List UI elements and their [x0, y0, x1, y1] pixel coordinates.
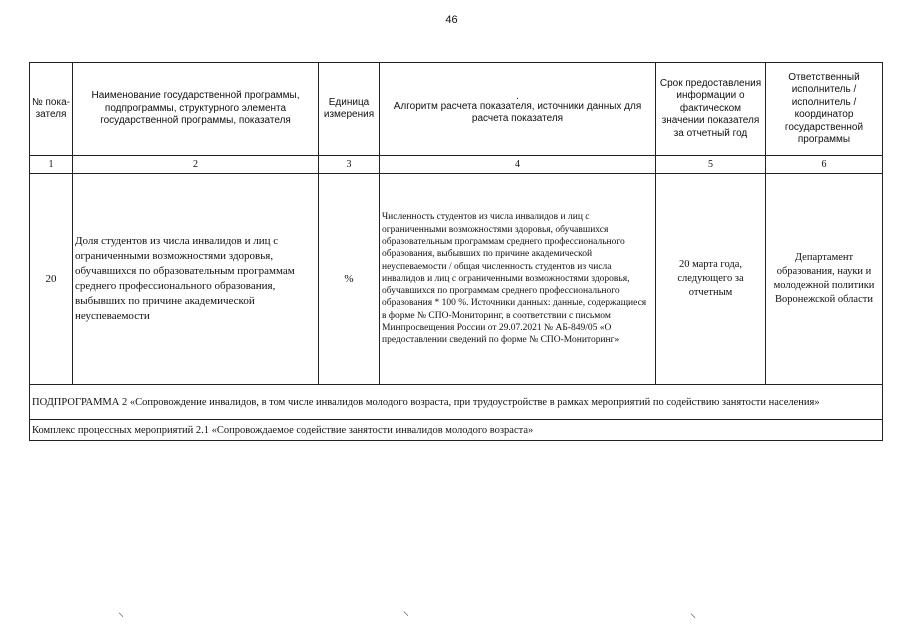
column-number: 4: [380, 156, 656, 174]
subprogram-title: ПОДПРОГРАММА 2 «Сопровождение инвалидов, в том числе инвалидов молодого возраста, при трудоустройстве в рамках мероприятий по содействию занятости населения»: [30, 385, 883, 420]
row-number: 20: [30, 174, 73, 385]
table-row: [30, 174, 883, 385]
header-deadline: Срок предоставления информации о фактическом значении показателя за отчетный год: [656, 63, 766, 156]
header-responsible: Ответственный исполнитель / исполнитель / координатор государственной программы: [766, 63, 883, 156]
header-algorithm: [380, 63, 656, 156]
column-number: 6: [766, 156, 883, 174]
row-unit: %: [319, 174, 380, 385]
header-indicator-number: № пока- зателя: [30, 63, 73, 156]
column-numbers-row: [30, 156, 883, 174]
complex-row: [30, 420, 883, 441]
table-header-row: [30, 63, 883, 156]
scan-mark: ⸜: [118, 605, 125, 619]
header-unit: Единица измерения: [319, 63, 380, 156]
header-dot: .: [516, 90, 519, 102]
scan-mark: ⸜: [690, 606, 697, 620]
column-number: 5: [656, 156, 766, 174]
header-name: Наименование государственной программы, подпрограммы, структурного элемента государственной программы, показателя: [73, 63, 319, 156]
column-number: 1: [30, 156, 73, 174]
row-indicator-name: Доля студентов из числа инвалидов и лиц с ограниченными возможностями здоровья, обучавшихся по образовательным программам среднего профессионального образования, выбывших по причине академической неуспеваемости: [73, 174, 319, 385]
page-number: 46: [445, 14, 458, 26]
row-responsible: Департамент образования, науки и молодежной политики Воронежской области: [766, 174, 883, 385]
complex-title: Комплекс процессных мероприятий 2.1 «Сопровождаемое содействие занятости инвалидов молодого возраста»: [30, 420, 883, 441]
column-number: 3: [319, 156, 380, 174]
subprogram-row: [30, 385, 883, 420]
row-algorithm: Численность студентов из числа инвалидов и лиц с ограниченными возможностями здоровья, обучавшихся образовательным программам среднего профессионального образования, выбывших по причине академической неуспеваемости / общая численность студентов из числа инвалидов и лиц с ограниченными возможностями здоровья, обучавшихся по программам среднего профессионального образования * 100 %. Источники данных: данные, содержащиеся в форме № СПО-Мониторинг, в соответствии с письмом Минпросвещения России от 29.07.2021 № АБ-849/05 «О предоставлении сведений по форме № СПО-Мониторинг»: [380, 174, 656, 385]
indicators-table: [29, 62, 883, 441]
scan-mark: ⸜: [403, 604, 410, 618]
header-algorithm-text: Алгоритм расчета показателя, источники данных для расчета показателя: [393, 100, 642, 124]
row-deadline: 20 марта года, следующего за отчетным: [656, 174, 766, 385]
column-number: 2: [73, 156, 319, 174]
